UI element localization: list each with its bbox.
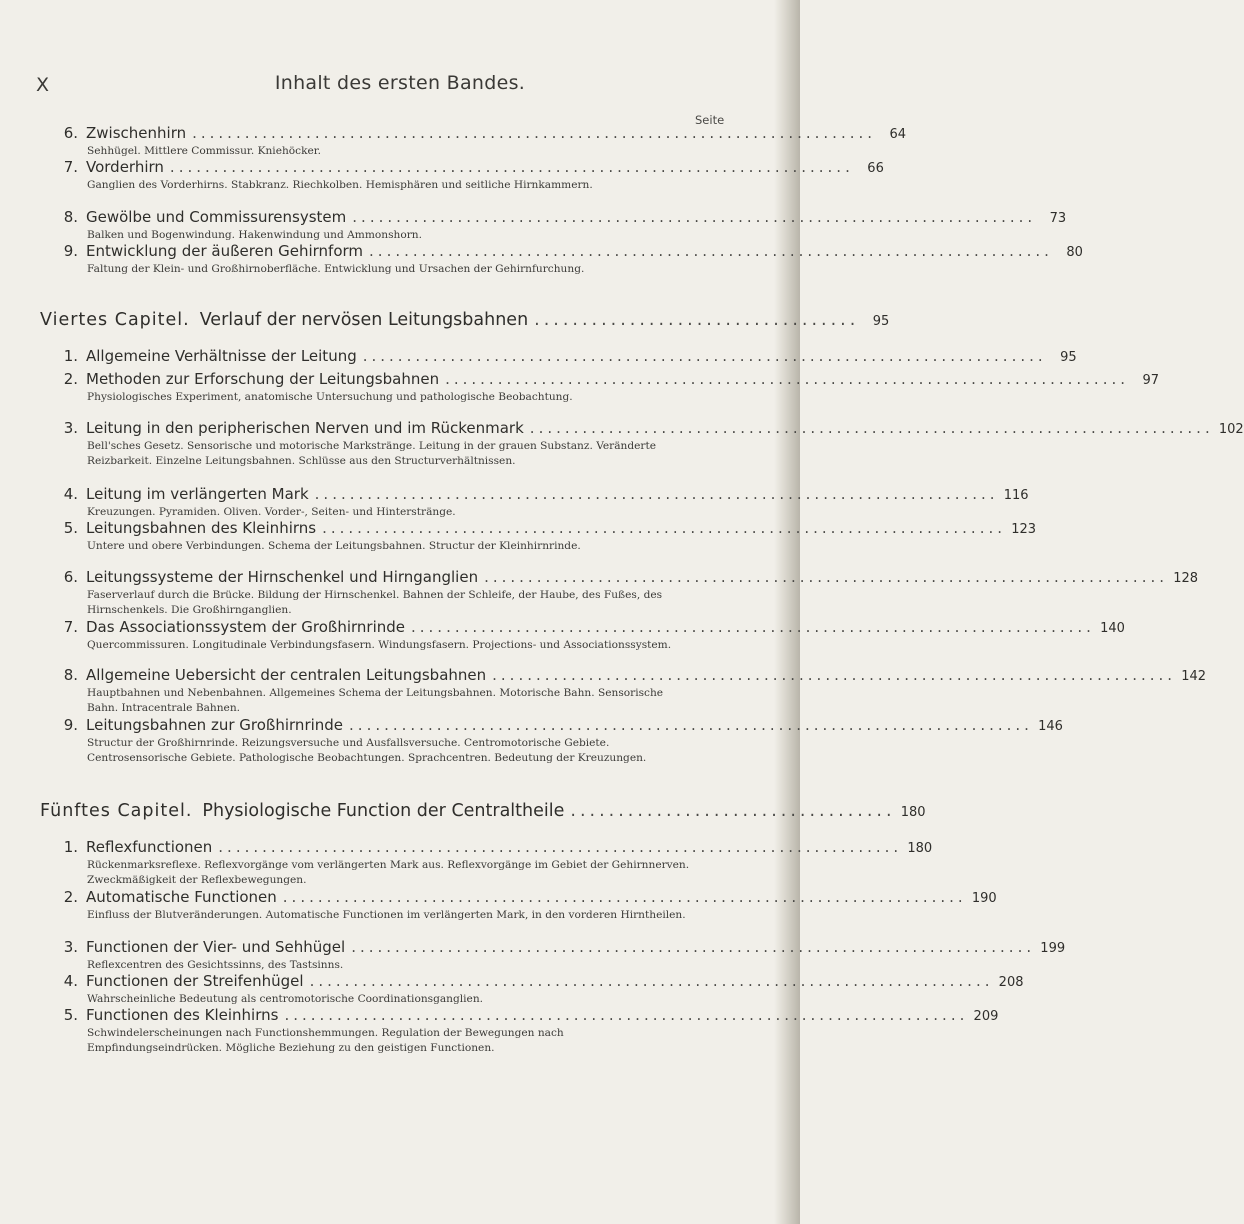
dot-leader: ..................................: [570, 801, 896, 821]
dot-leader: ..............................................................................: [322, 519, 1007, 537]
running-head: Inhalt des ersten Bandes.: [274, 72, 526, 94]
dot-leader: ..............................................................................: [362, 347, 1047, 365]
page-edge-shadow: [774, 0, 800, 1224]
dot-leader: ..............................................................................: [169, 158, 854, 176]
page-number: X: [36, 74, 50, 96]
entry-subtopics: Reflexcentren des Gesichtssinns, des Tastsinns.: [87, 959, 344, 971]
dot-leader: ..............................................................................: [445, 370, 1130, 388]
entry-title: Zwischenhirn: [86, 124, 187, 142]
entry-page: 199: [1040, 941, 1066, 956]
dot-leader: ..............................................................................: [284, 1006, 969, 1024]
dot-leader: ..............................................................................: [218, 838, 903, 856]
dot-leader: ..............................................................................: [352, 208, 1037, 226]
chapter-label: Viertes Capitel.: [40, 310, 190, 330]
toc-entry[interactable]: 3. Leitung in den peripherischen Nerven und im Rückenmark .............................................................................. 102 Bell'sches Gesetz. Sensorische und motorische Markstränge. Leitung in der grauen Substanz. Veränderte Reizbarkeit. Einzelne Leitungsbahnen. Schlüsse aus den Structurverhältnissen.: [63, 419, 1244, 467]
dot-leader: ..............................................................................: [529, 419, 1214, 437]
seite-label: Seite: [695, 113, 725, 127]
entry-subtopics: Rückenmarksreflexe. Reflexvorgänge vom verlängerten Mark aus. Reflexvorgänge im Gebiet der Gehirnnerven. Zweckmäßigkeit der Reflexbewegungen.: [87, 859, 690, 886]
entry-page: 128: [1173, 571, 1199, 586]
entry-subtopics: Hauptbahnen und Nebenbahnen. Allgemeines Schema der Leitungsbahnen. Motorische Bahn. Sensorische Bahn. Intracentrale Bahnen.: [87, 687, 664, 714]
dot-leader: ..............................................................................: [369, 242, 1053, 260]
entry-subtopics: Structur der Großhirnrinde. Reizungsversuche und Ausfallsversuche. Centromotorische Gebiete. Centrosensorische Gebiete. Pathologische Beobachtungen. Sprachcentren. Bedeutung der Kreuzungen.: [87, 737, 647, 764]
entry-title: Leitung in den peripherischen Nerven und im Rückenmark: [86, 419, 524, 437]
entry-title: Das Associationssystem der Großhirnrinde: [86, 618, 405, 636]
entry-title: Allgemeine Verhältnisse der Leitung: [86, 347, 357, 365]
entry-title: Functionen des Kleinhirns: [86, 1006, 279, 1024]
entry-title: Leitung im verlängerten Mark: [86, 485, 309, 503]
dot-leader: ..............................................................................: [349, 716, 1033, 734]
entry-subtopics: Sehhügel. Mittlere Commissur. Kniehöcker.: [87, 145, 322, 157]
toc-entry[interactable]: 6. Leitungssysteme der Hirnschenkel und Hirnganglien .............................................................................. 128 Faserverlauf durch die Brücke. Bildung der Hirnschenkel. Bahnen der Schleife, der Haube, des Fußes, des Hirnschenkels. Die Großhirnganglien.: [63, 568, 1199, 616]
entry-subtopics: Einfluss der Blutveränderungen. Automatische Functionen im verlängerten Mark, in den vorderen Hirntheilen.: [87, 909, 686, 921]
entry-page: 116: [1003, 488, 1029, 503]
entry-page: 80: [1066, 245, 1083, 260]
toc-entry[interactable]: 9. Entwicklung der äußeren Gehirnform .............................................................................. 80 Faltung der Klein- und Großhirnoberfläche. Entwicklung und Ursachen der Gehirnfurchung.: [63, 242, 1083, 275]
entry-subtopics: Untere und obere Verbindungen. Schema der Leitungsbahnen. Structur der Kleinhirnrinde.: [87, 540, 581, 552]
chapter-heading-4[interactable]: [40, 309, 890, 333]
dot-leader: ..................................: [534, 310, 860, 330]
toc-entry[interactable]: 9. Leitungsbahnen zur Großhirnrinde .............................................................................. 146 Structur der Großhirnrinde. Reizungsversuche und Ausfallsversuche. Centromotorische Gebiete. Centrosensorische Gebiete. Pathologische Beobachtungen. Sprachcentren. Bedeutung der Kreuzungen.: [63, 716, 1063, 764]
toc-entry[interactable]: 1. Reflexfunctionen .............................................................................. 180 Rückenmarksreflexe. Reflexvorgänge vom verlängerten Mark aus. Reflexvorgänge im Gebiet der Gehirnnerven. Zweckmäßigkeit der Reflexbewegungen.: [63, 838, 933, 886]
toc-entry[interactable]: 8. Allgemeine Uebersicht der centralen Leitungsbahnen .............................................................................. 142 Hauptbahnen und Nebenbahnen. Allgemeines Schema der Leitungsbahnen. Motorische Bahn. Sensorische Bahn. Intracentrale Bahnen.: [63, 666, 1207, 714]
chapter-title: Verlauf der nervösen Leitungsbahnen: [199, 310, 529, 330]
entry-subtopics: Kreuzungen. Pyramiden. Oliven. Vorder-, Seiten- und Hinterstränge.: [87, 506, 456, 518]
entry-subtopics: Wahrscheinliche Bedeutung als centromotorische Coordinationsganglien.: [87, 993, 484, 1005]
toc-entry[interactable]: 6. Zwischenhirn .............................................................................. 64 Sehhügel. Mittlere Commissur. Kniehöcker.: [63, 124, 907, 157]
entry-page: 146: [1038, 719, 1063, 734]
entry-title: Functionen der Streifenhügel: [86, 972, 304, 990]
entry-page: 180: [907, 841, 933, 856]
toc-entry[interactable]: 5. Functionen des Kleinhirns .............................................................................. 209 Schwindelerscheinungen nach Functionshemmungen. Regulation der Bewegungen nach Empfindungseindrücken. Mögliche Beziehung zu den geistigen Functionen.: [63, 1006, 999, 1054]
toc-entry[interactable]: 2. Automatische Functionen .............................................................................. 190 Einfluss der Blutveränderungen. Automatische Functionen im verlängerten Mark, in den vorderen Hirntheilen.: [63, 888, 997, 921]
entry-page: 208: [998, 975, 1024, 990]
entry-title: Leitungsbahnen des Kleinhirns: [86, 519, 317, 537]
entry-page: 190: [971, 891, 997, 906]
toc-entry[interactable]: 7. Das Associationssystem der Großhirnrinde .............................................................................. 140 Quercommissuren. Longitudinale Verbindungsfasern. Windungsfasern. Projections- und Associationssystem.: [63, 618, 1125, 651]
toc-entry[interactable]: 2. Methoden zur Erforschung der Leitungsbahnen .............................................................................. 97 Physiologisches Experiment, anatomische Untersuchung und pathologische Beobachtung.: [63, 370, 1160, 403]
dot-leader: ..............................................................................: [282, 888, 967, 906]
chapter-page: 180: [900, 805, 926, 820]
dot-leader: ..............................................................................: [192, 124, 877, 142]
toc-entry[interactable]: 7. Vorderhirn .............................................................................. 66 Ganglien des Vorderhirns. Stabkranz. Riechkolben. Hemisphären und seitliche Hirnkammern.: [63, 158, 884, 191]
entry-title: Automatische Functionen: [86, 888, 277, 906]
entry-title: Vorderhirn: [86, 158, 164, 176]
entry-page: 123: [1011, 522, 1037, 537]
dot-leader: ..............................................................................: [314, 485, 999, 503]
entry-subtopics: Physiologisches Experiment, anatomische Untersuchung und pathologische Beobachtung.: [87, 391, 573, 403]
entry-page: 142: [1181, 669, 1207, 684]
toc-entry[interactable]: 8. Gewölbe und Commissurensystem .............................................................................. 73 Balken und Bogenwindung. Hakenwindung und Ammonshorn.: [63, 208, 1067, 241]
dot-leader: ..............................................................................: [309, 972, 994, 990]
toc-entry[interactable]: 4. Leitung im verlängerten Mark .............................................................................. 116 Kreuzungen. Pyramiden. Oliven. Vorder-, Seiten- und Hinterstränge.: [63, 485, 1029, 518]
entry-subtopics: Faserverlauf durch die Brücke. Bildung der Hirnschenkel. Bahnen der Schleife, der Haube, des Fußes, des Hirnschenkels. Die Großhirnganglien.: [87, 589, 663, 616]
entry-subtopics: Faltung der Klein- und Großhirnoberfläche. Entwicklung und Ursachen der Gehirnfurchung.: [87, 263, 585, 275]
entry-subtopics: Bell'sches Gesetz. Sensorische und motorische Markstränge. Leitung in der grauen Substanz. Veränderte Reizbarkeit. Einzelne Leitungsbahnen. Schlüsse aus den Structurverhältnissen.: [87, 440, 656, 467]
dot-leader: ..............................................................................: [411, 618, 1095, 636]
entry-subtopics: Schwindelerscheinungen nach Functionshemmungen. Regulation der Bewegungen nach Empfindungseindrücken. Mögliche Beziehung zu den geistigen Functionen.: [87, 1027, 564, 1054]
toc-entry[interactable]: 3. Functionen der Vier- und Sehhügel .............................................................................. 199 Reflexcentren des Gesichtssinns, des Tastsinns.: [63, 938, 1066, 971]
entry-title: Functionen der Vier- und Sehhügel: [86, 938, 346, 956]
entry-page: 102: [1218, 422, 1244, 437]
dot-leader: ..............................................................................: [484, 568, 1169, 586]
dot-leader: ..............................................................................: [492, 666, 1177, 684]
entry-page: 66: [867, 161, 884, 176]
entry-title: Gewölbe und Commissurensystem: [86, 208, 347, 226]
entry-title: Leitungsbahnen zur Großhirnrinde: [86, 716, 344, 734]
entry-page: 95: [1060, 350, 1077, 365]
entry-title: Leitungssysteme der Hirnschenkel und Hirnganglien: [86, 568, 479, 586]
entry-page: 64: [889, 127, 907, 142]
toc-entry[interactable]: 1. Allgemeine Verhältnisse der Leitung .............................................................................. 95: [63, 347, 1077, 365]
chapter-label: Fünftes Capitel.: [40, 801, 193, 821]
entry-title: Allgemeine Uebersicht der centralen Leitungsbahnen: [86, 666, 487, 684]
dot-leader: ..............................................................................: [351, 938, 1036, 956]
toc-entry[interactable]: 5. Leitungsbahnen des Kleinhirns .............................................................................. 123 Untere und obere Verbindungen. Schema der Leitungsbahnen. Structur der Kleinhirnrinde.: [63, 519, 1037, 552]
entry-page: 209: [973, 1009, 999, 1024]
entry-title: Reflexfunctionen: [86, 838, 213, 856]
entry-subtopics: Balken und Bogenwindung. Hakenwindung und Ammonshorn.: [87, 229, 422, 241]
entry-subtopics: Ganglien des Vorderhirns. Stabkranz. Riechkolben. Hemisphären und seitliche Hirnkammern.: [87, 179, 593, 191]
entry-page: 140: [1100, 621, 1125, 636]
chapter-page: 95: [872, 314, 890, 329]
entry-subtopics: Quercommissuren. Longitudinale Verbindungsfasern. Windungsfasern. Projections- und Associationssystem.: [87, 639, 672, 651]
entry-page: 97: [1142, 373, 1160, 388]
entry-title: Methoden zur Erforschung der Leitungsbahnen: [86, 370, 440, 388]
entry-page: 73: [1049, 211, 1067, 226]
toc-entry[interactable]: 4. Functionen der Streifenhügel .............................................................................. 208 Wahrscheinliche Bedeutung als centromotorische Coordinationsganglien.: [63, 972, 1024, 1005]
entry-title: Entwicklung der äußeren Gehirnform: [86, 242, 364, 260]
chapter-title: Physiologische Function der Centraltheile: [202, 801, 565, 821]
chapter-heading-5[interactable]: [40, 800, 926, 824]
